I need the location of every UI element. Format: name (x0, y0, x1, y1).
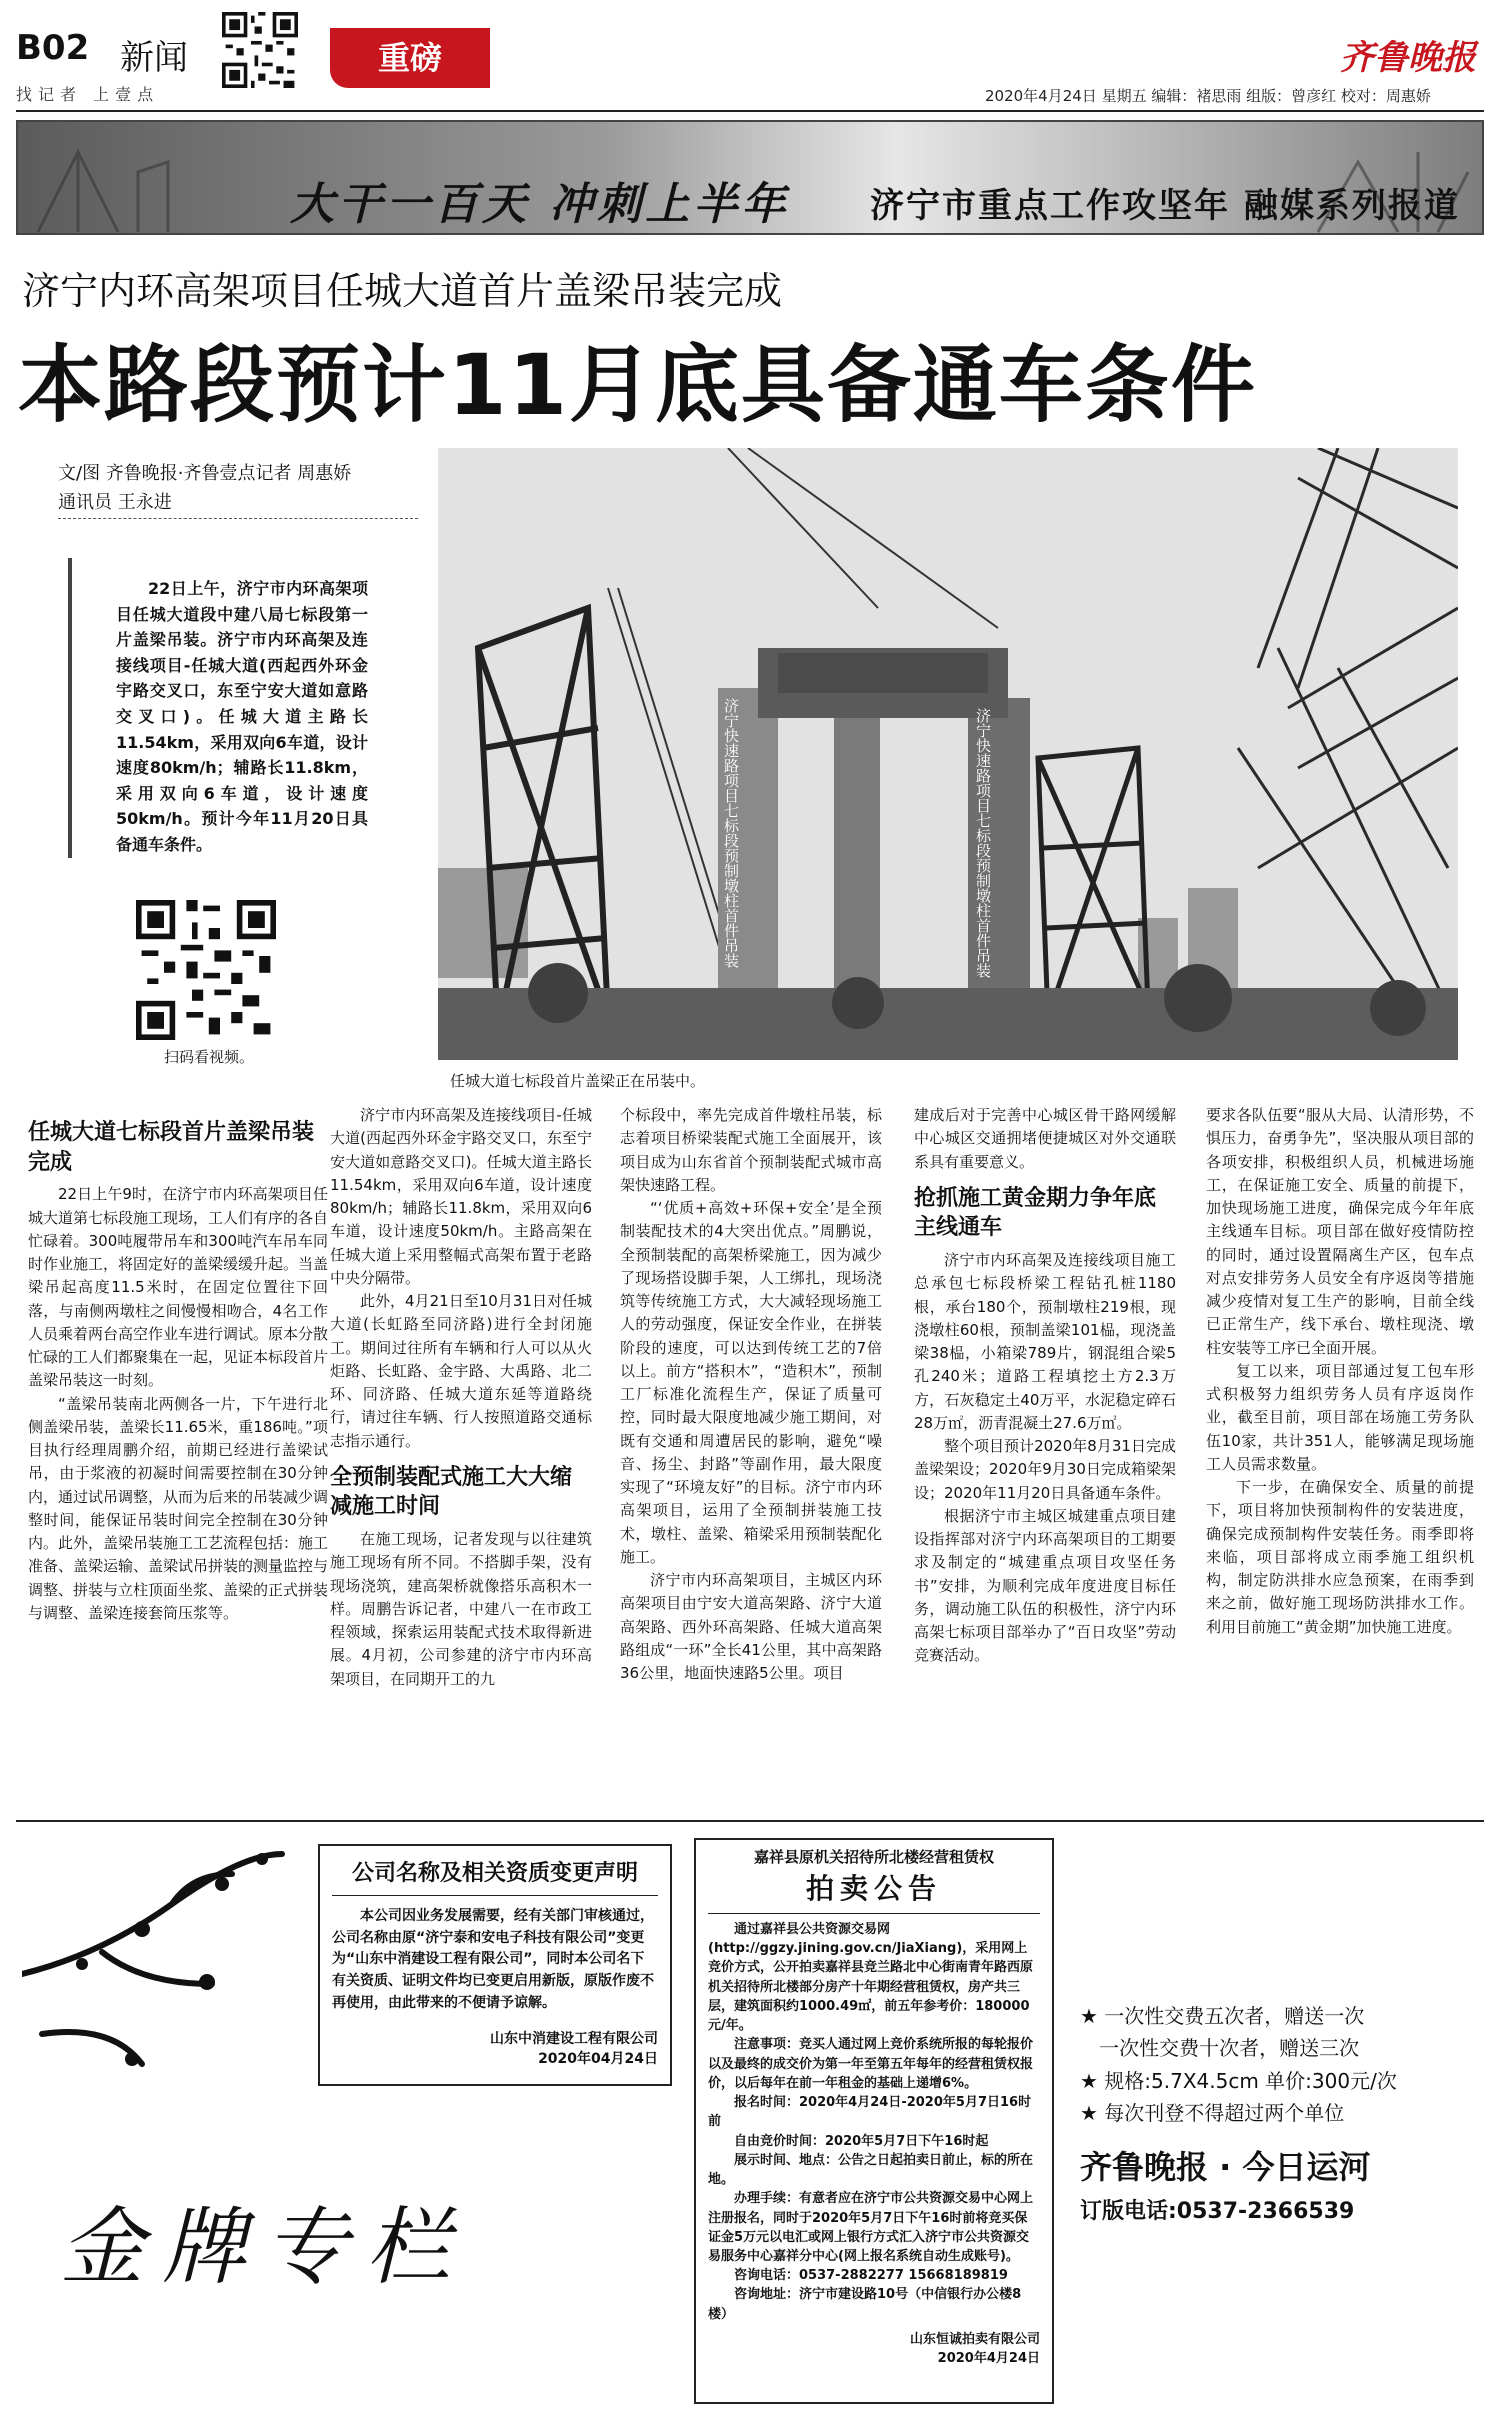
paragraph: 整个项目预计2020年8月31日完成盖梁架设；2020年9月30日完成箱梁架设；2020年11月20日具备通车条件。 (914, 1437, 1176, 1502)
paragraph: 要求各队伍要“服从大局、认清形势，不惧压力，奋勇争先”，坚决服从项目部的各项安排，积极组织人员，机械进场施工，在保证施工安全、质量的前提下，加快现场施工进度，确保完成今年年底主线通车目标。项目部在做好疫情防控的同时，通过设置隔离生产区，包车点对点安排劳务人员安全有序返岗等措施减少疫情对复工生产的影响，目前全线已正常生产，线下承台、墩柱现浇、墩柱安装等工序已全面开展。 (1206, 1106, 1474, 1357)
construction-photo (438, 448, 1458, 1060)
column-sign-right: 济宁快速路项目七标段预制墩柱首件吊装 (974, 708, 992, 978)
paper-logo: 齐鲁晚报 (1340, 38, 1476, 78)
paragraph: 展示时间、地点：公告之日起拍卖日前止，标的所在地。 (708, 2152, 1034, 2188)
notice-signature: 山东中消建设工程有限公司 (490, 2031, 658, 2048)
section-heading: 任城大道七标段首片盖梁吊装完成 (28, 1120, 315, 1175)
paragraph: 咨询地址：济宁市建设路10号（中信银行办公楼8楼） (708, 2287, 1022, 2322)
paragraph: 通过嘉祥县公共资源交易网(http://ggzy.jining.gov.cn/JiaXiang)，采用网上竞价方式，公开拍卖嘉祥县竞兰路北中心街南青年路西原机关招待所北楼部分房产十年期经营租赁权，房产共三层，建筑面积约1000.49㎡，前五年参考价：180000元/年。 (708, 1922, 1034, 2034)
notice-date: 2020年04月24日 (538, 2051, 658, 2068)
rate-row: ★ 一次性交费五次者，赠送一次 (1080, 2004, 1365, 2028)
paragraph: 在施工现场，记者发现与以往建筑施工现场有所不同。不搭脚手架，没有现场浇筑，建高架桥就像搭乐高积木一样。周鹏告诉记者，中建八一在市政工程领域，探索运用装配式技术取得新进展。4月初，公司参建的济宁市内环高架项目，在同期开工的九 (330, 1530, 592, 1688)
article-column-3 (620, 1104, 882, 1685)
byline-author: 文/图 齐鲁晚报·齐鲁壹点记者 周惠娇 (58, 463, 352, 484)
paragraph: 此外，4月21日至10月31日对任城大道(长虹路至同济路)进行全封闭施工。期间过往所有车辆和行人可以从火炬路、长虹路、金宇路、大禹路、北二环、同济路、任城大道东延等道路绕行，请过往车辆、行人按照道路交通标志指示通行。 (330, 1292, 592, 1450)
column-sign-left: 济宁快速路项目七标段预制墩柱首件吊装 (722, 698, 740, 968)
divider (16, 1820, 1484, 1822)
article-headline: 本路段预计11月底具备通车条件 (18, 336, 1257, 434)
paragraph: 济宁市内环高架项目，主城区内环高架项目由宁安大道高架路、济宁大道高架路、西外环高架路、任城大道高架路组成“一环”全长41公里，其中高架路36公里，地面快速路5公里。项目 (620, 1571, 882, 1682)
rate-row: 一次性交费十次者，赠送三次 (1080, 2036, 1360, 2061)
section-heading: 抢抓施工黄金期力争年底主线通车 (914, 1185, 1157, 1241)
paragraph: 济宁市内环高架及连接线项目-任城大道(西起西外环金宇路交叉口，东至宁安大道如意路交叉口)。任城大道主路长11.54km，采用双向6车道，设计速度80km/h；辅路长11.8km，采用双向6车道，设计速度50km/h。主路高架在任城大道上采用整幅式高架布置于老路中央分隔带。 (330, 1106, 592, 1287)
article-column-2 (330, 1104, 592, 1691)
photo-caption: 任城大道七标段首片盖梁正在吊装中。 (450, 1072, 706, 1090)
qr-caption: 扫码看视频。 (164, 1048, 255, 1066)
auction-title: 拍卖公告 (708, 1867, 1040, 1914)
paragraph: “‘优质+高效+环保+安全’是全预制装配技术的4大突出优点。”周鹏说，全预制装配的高架桥梁施工，因为减少了现场搭设脚手架，人工绑扎，现场浇筑等传统施工方式，大大减轻现场施工人的劳动强度，保证安全作业，在拼装阶段的速度，可以达到传统工艺的7倍以上。前方“搭积木”，“造积木”，预制工厂标准化流程生产，保证了质量可控，同时最大限度地减少施工期间，对既有交通和周遭居民的影响，避免“噪音、扬尘、封路”等副作用，最大限度实现了“环境友好”的目标。济宁市内环高架项目，运用了全预制拼装施工技术，墩柱、盖梁、箱梁采用预制装配化施工。 (620, 1199, 882, 1566)
auction-signature: 山东恒诚拍卖有限公司 (909, 2331, 1040, 2347)
article-column-5 (1206, 1104, 1474, 1639)
banner-slogan: 大干一百天 冲刺上半年 (290, 179, 790, 230)
paragraph: 个标段中，率先完成首件墩柱吊装，标志着项目桥梁装配式施工全面展开，该项目成为山东省首个预制装配式城市高架快速路工程。 (620, 1106, 882, 1194)
section-heading: 全预制装配式施工大大缩减施工时间 (330, 1464, 573, 1520)
byline (58, 460, 418, 518)
ad-phone: 订版电话:0537-2366539 (1080, 2198, 1355, 2224)
paragraph: 自由竞价时间：2020年5月7日下午16时起 (734, 2133, 989, 2149)
ad-brand-name: 齐鲁晚报 · 今日运河 (1080, 2147, 1371, 2186)
lead-text: 22日上午，济宁市内环高架项目任城大道段中建八局七标段第一片盖梁吊装。济宁市内环高架及连接线项目-任城大道(西起西外环金宇路交叉口，东至宁安大道如意路交叉口)。任城大道主路长11.54km，采用双向6车道，设计速度80km/h；辅路长11.8km，采用双向6车道，设计速度50km/h。预计今年11月20日具备通车条件。 (116, 579, 368, 854)
article-column-1 (28, 1118, 328, 1625)
date-line: 2020年4月24日 星期五 编辑：褚思雨 组版：曾彦红 校对：周惠娇 (985, 87, 1431, 105)
paragraph: 办理手续：有意者应在济宁市公共资源交易中心网上注册报名，同时于2020年5月7日下午16时前将竞买保证金5万元以电汇或网上银行方式汇入济宁市公共资源交易服务中心嘉祥分中心(网上报名系统自动生成账号)。 (708, 2191, 1034, 2264)
auction-heading: 嘉祥县原机关招待所北楼经营租赁权 (753, 1848, 994, 1866)
section-code: B02 (16, 28, 90, 68)
auction-body (708, 1920, 1040, 2324)
gold-column-calligraphy: 金牌专栏 (60, 2198, 469, 2296)
rate-row: ★ 规格:5.7X4.5cm 单价:300元/次 (1080, 2068, 1397, 2093)
paragraph: 建成后对于完善中心城区骨干路网缓解中心城区交通拥堵便捷城区对外交通联系具有重要意义。 (914, 1106, 1176, 1171)
paragraph: 根据济宁市主城区城建重点项目建设指挥部对济宁内环高架项目的工期要求及制定的“城建重点项目攻坚任务书”安排，为顺利完成年度进度目标任务，调动施工队伍的积极性，济宁内环高架七标项目部举办了“百日攻坚”劳动竞赛活动。 (914, 1506, 1176, 1665)
paragraph: 22日上午9时，在济宁市内环高架项目任城大道第七标段施工现场，工人们有序的各自忙碌着。300吨履带吊车和300吨汽车吊车同时作业施工，将固定好的盖梁缓缓升起。当盖梁吊起高度11.5米时，在固定位置往下回落，与南侧两墩柱之间慢慢相吻合，4名工作人员乘着两台高空作业车进行调试。原本分散忙碌的工人们都聚集在一起，见证本标段首片盖梁吊装这一时刻。 (28, 1185, 329, 1390)
paragraph: 下一步，在确保安全、质量的前提下，项目将加快预制构件的安装进度，确保完成预制构件安装任务。雨季即将来临，项目部将成立雨季施工组织机构，制定防洪排水应急预案，在雨季到来之前，做好施工现场防洪排水工作。利用目前施工“黄金期”加快施工进度。 (1206, 1478, 1474, 1636)
qr-code-icon (222, 12, 298, 88)
notice-title: 公司名称及相关资质变更声明 (332, 1856, 658, 1896)
paragraph: 济宁市内环高架及连接线项目施工总承包七标段桥梁工程钻孔桩1180根，承台180个，预制墩柱219根，现浇墩柱60根，预制盖梁101榀，现浇盖梁38榀，小箱梁789片，钢混组合梁5孔240米；道路工程填挖土方2.3万方，石灰稳定土40万平，水泥稳定碎石28万㎡，沥青混凝土27.6万㎡。 (914, 1251, 1176, 1432)
article-subhead: 济宁内环高架项目任城大道首片盖梁吊装完成 (22, 269, 783, 313)
video-qr-code-icon[interactable] (136, 900, 276, 1040)
paragraph: 注意事项：竞买人通过网上竞价系统所报的每轮报价以及最终的成交价为第一年至第五年每年的经营租赁权报价，以后每年在前一年租金的基础上递增6%。 (708, 2037, 1034, 2091)
ad-rate-card (1080, 2000, 1480, 2225)
lead-summary (68, 558, 378, 858)
divider (16, 110, 1484, 112)
paragraph: 复工以来，项目部通过复工包车形式积极努力组织劳务人员有序返岗作业，截至目前，项目部在场施工劳务队伍10家，共计351人，能够满足现场施工人员需求数量。 (1206, 1361, 1474, 1473)
byline-correspondent: 通讯员 王永进 (58, 491, 172, 513)
section-name: 新闻 (120, 38, 188, 78)
article-column-4 (914, 1104, 1176, 1668)
paragraph: 咨询电话：0537-2882277 15668189819 (734, 2268, 1008, 2284)
rate-row: ★ 每次刊登不得超过两个单位 (1080, 2101, 1345, 2126)
auction-date: 2020年4月24日 (937, 2350, 1040, 2366)
section-tag: 重磅 (330, 28, 490, 88)
paragraph: 报名时间：2020年4月24日-2020年5月7日16时前 (708, 2095, 1032, 2130)
paragraph: “盖梁吊装南北两侧各一片，下午进行北侧盖梁吊装，盖梁长11.65米，重186吨。”项目执行经理周鹏介绍，前期已经进行盖梁试吊，由于浆液的初凝时间需要控制在30分钟内，通过试吊调整，从而为后来的吊装减少调整时间，能保证吊装时间完全控制在30分钟内。此外，盖梁吊装施工工艺流程包括：施工准备、盖梁运输、盖梁试吊拼装的测量监控与调整、拼装与立柱顶面坐浆、盖梁的正式拼装与调整、盖梁连接套筒压浆等。 (28, 1394, 329, 1622)
section-subtitle: 找记者 上壹点 (16, 85, 160, 104)
divider (58, 518, 418, 519)
auction-notice (694, 1838, 1054, 2404)
name-change-notice (318, 1844, 672, 2086)
notice-body: 本公司因业务发展需要，经有关部门审核通过，公司名称由原“济宁泰和安电子科技有限公司”变更为“山东中消建设工程有限公司”，同时本公司名下有关资质、证明文件均已变更启用新版，原版作废不再使用，由此带来的不便请予谅解。 (332, 1908, 654, 2011)
banner-series-title: 济宁市重点工作攻坚年 融媒系列报道 (870, 186, 1460, 226)
